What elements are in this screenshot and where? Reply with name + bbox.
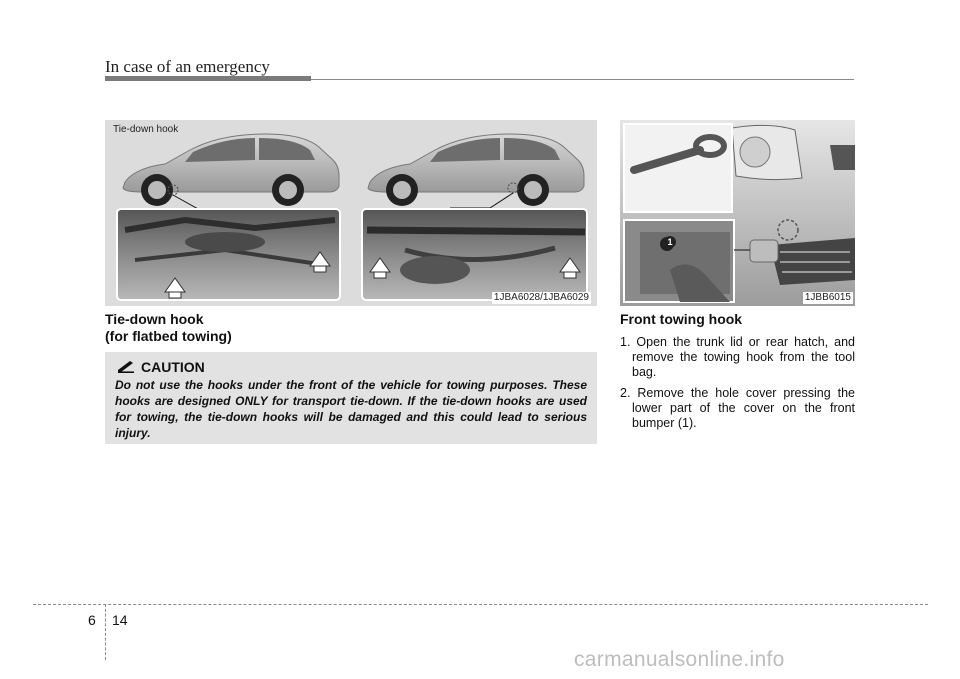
caution-text: Do not use the hooks under the front of the vehicle for towing purposes. These hooks are designed ONLY for transport tie-down. If the tie-down hooks are used for towing, the tie-down hooks will be damaged and this could lead to serious injury.	[115, 378, 587, 440]
figure-code: 1JBA6028/1JBA6029	[493, 292, 589, 303]
caution-box	[105, 352, 597, 444]
footer-divider	[105, 604, 106, 660]
hole-cover-icon	[624, 220, 734, 302]
underbody-rear-icon	[362, 209, 587, 300]
figure-label: Tie-down hook	[113, 124, 179, 135]
heading-line-1: Tie-down hook	[105, 311, 204, 327]
heading-line-2: (for flatbed towing)	[105, 328, 232, 344]
tie-down-illustration	[105, 120, 597, 306]
towing-hook-figure	[620, 120, 855, 306]
caution-header	[117, 359, 587, 375]
chapter-title: In case of an emergency	[105, 57, 270, 76]
tie-down-hook-figure	[105, 120, 597, 306]
section-heading-front-towing: Front towing hook	[620, 311, 743, 327]
chapter-number: 6	[88, 612, 96, 628]
towing-hook-icon	[624, 124, 732, 212]
footer-rule	[33, 604, 928, 605]
section-heading-tie-down	[105, 311, 232, 345]
caution-pencil-icon	[117, 361, 135, 373]
figure-code: 1JBB6015	[804, 292, 851, 303]
header-rule	[105, 76, 311, 81]
step-item: 2. Remove the hole cover pressing the lower part of the cover on the front bumper (1).	[620, 386, 855, 430]
step-item: 1. Open the trunk lid or rear hatch, and remove the towing hook from the tool bag.	[620, 335, 855, 379]
callout-number: 1	[664, 236, 676, 248]
watermark: carmanualsonline.info	[574, 648, 785, 671]
towing-steps-list	[620, 335, 855, 437]
header-rule-thin	[311, 79, 854, 80]
caution-title: CAUTION	[141, 359, 205, 375]
towing-hook-illustration	[620, 120, 855, 306]
underbody-front-icon	[117, 209, 340, 300]
page-number: 14	[112, 612, 128, 628]
